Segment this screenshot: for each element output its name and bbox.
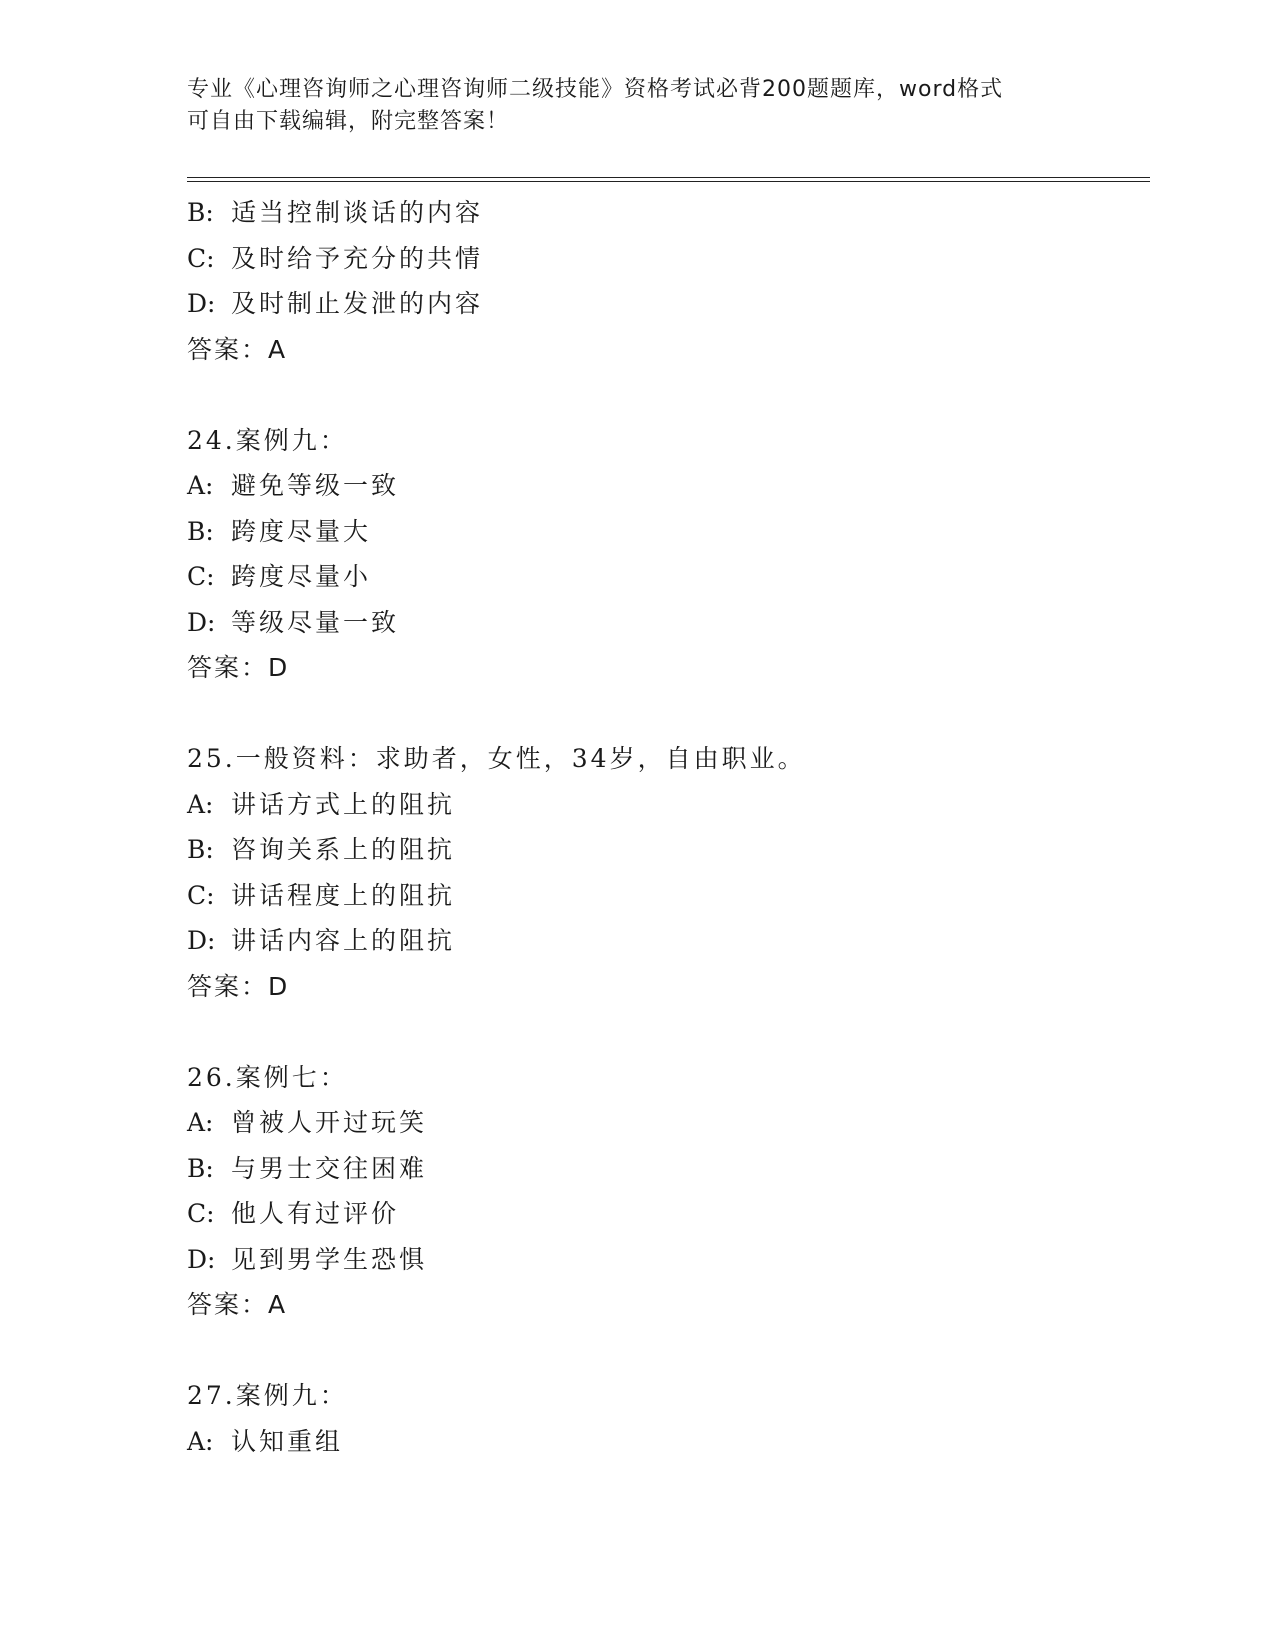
question-block-24 [187, 418, 1137, 691]
option-c: C: 讲话程度上的阻抗 [187, 880, 456, 910]
option-d: D: 及时制止发泄的内容 [187, 289, 484, 318]
question-stem: 26.案例七： [187, 1062, 348, 1092]
option-a: A: 讲话方式上的阻抗 [187, 789, 456, 819]
option-b: B: 跨度尽量大 [187, 516, 372, 546]
question-block-continued [187, 190, 1137, 372]
option-b: B: 咨询关系上的阻抗 [187, 835, 456, 864]
header-title-line-1: 专业《心理咨询师之心理咨询师二级技能》资格考试必背200题题库，word格式 [187, 77, 1004, 102]
answer-line: 答案：A [187, 334, 288, 364]
option-c: C: 他人有过评价 [187, 1199, 400, 1228]
option-a: A: 避免等级一致 [187, 471, 400, 500]
header-divider-bottom [187, 181, 1150, 182]
option-c: C: 跨度尽量小 [187, 562, 372, 591]
question-block-26 [187, 1055, 1137, 1328]
document-header [187, 74, 1087, 138]
answer-line: 答案：D [187, 653, 290, 682]
option-d: D: 见到男学生恐惧 [187, 1244, 428, 1274]
option-b: B: 适当控制谈话的内容 [187, 198, 484, 227]
question-block-27 [187, 1373, 1137, 1464]
question-stem: 24.案例九： [187, 425, 348, 455]
question-block-25 [187, 736, 1137, 1009]
question-stem: 25.一般资料：求助者，女性，34岁，自由职业。 [187, 744, 806, 773]
question-list [187, 190, 1137, 1464]
question-stem: 27.案例九： [187, 1381, 348, 1410]
option-a: A: 认知重组 [187, 1426, 344, 1456]
answer-line: 答案：D [187, 971, 290, 1001]
header-divider-top [187, 177, 1150, 178]
header-title-line-2: 可自由下载编辑，附完整答案！ [187, 109, 510, 134]
option-a: A: 曾被人开过玩笑 [187, 1108, 428, 1137]
answer-line: 答案：A [187, 1290, 288, 1319]
option-d: D: 等级尽量一致 [187, 607, 400, 637]
option-d: D: 讲话内容上的阻抗 [187, 926, 456, 955]
option-c: C: 及时给予充分的共情 [187, 243, 484, 273]
option-b: B: 与男士交往困难 [187, 1153, 428, 1183]
